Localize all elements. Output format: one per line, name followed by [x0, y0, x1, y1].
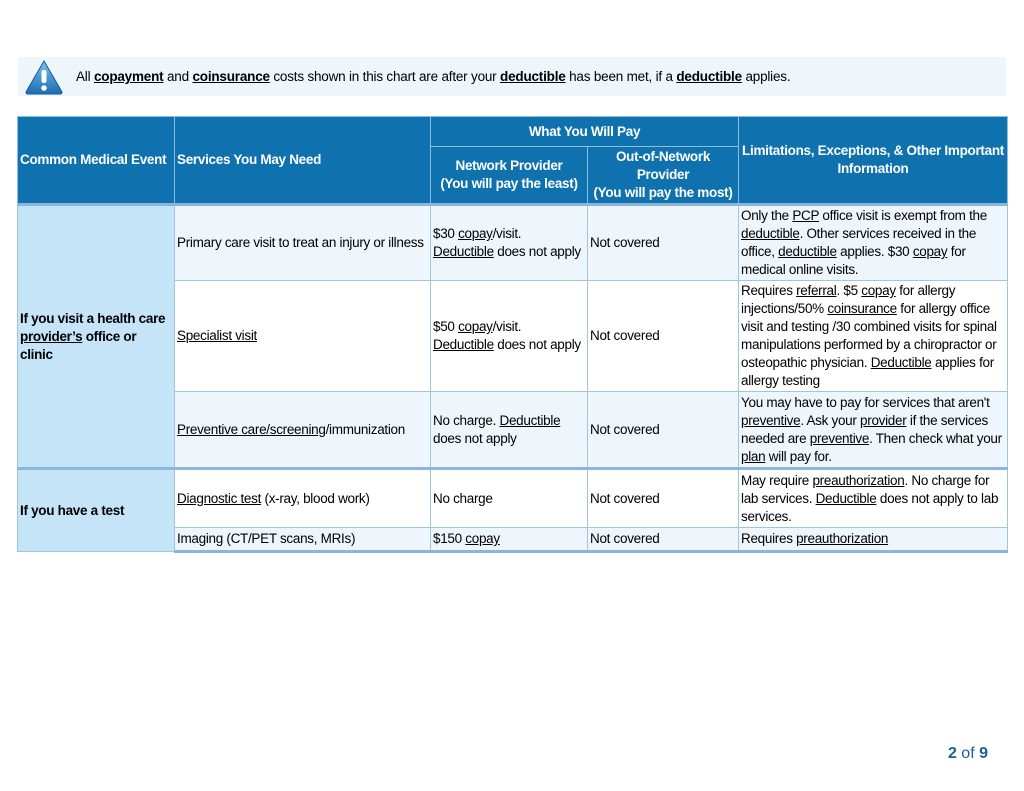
network-cell: $30 copay/visit. Deductible does not apply [431, 205, 588, 281]
service-cell: Diagnostic test (x-ray, blood work) [175, 469, 431, 528]
oon-cell: Not covered [588, 205, 739, 281]
network-cell: No charge. Deductible does not apply [431, 392, 588, 469]
deductible-link[interactable]: Deductible [870, 355, 932, 370]
page-number: 2 of 9 [947, 745, 988, 762]
table-row [18, 205, 1008, 281]
deductible-link[interactable]: Deductible [815, 490, 877, 506]
preauthorization-link[interactable]: preauthorization [812, 472, 905, 488]
warning-triangle-icon [22, 58, 66, 96]
copay-link[interactable]: copay [458, 319, 493, 334]
header-limitations: Limitations, Exceptions, & Other Important Information [739, 117, 1008, 205]
referral-link[interactable]: referral [796, 283, 837, 298]
service-cell: Preventive care/screening/immunization [175, 392, 431, 469]
deductible-link[interactable]: deductible [778, 244, 837, 259]
copay-link[interactable]: copay [458, 226, 493, 241]
provider-link[interactable]: provider’s [20, 328, 83, 344]
header-what-you-pay: What You Will Pay [431, 117, 739, 147]
preventive-care-link[interactable]: Preventive care/screening [177, 421, 326, 437]
copayment-link[interactable]: copayment [93, 69, 164, 84]
preventive-link[interactable]: preventive [741, 412, 801, 428]
notice-banner [18, 57, 1006, 96]
event-cell: If you visit a health care provider’s office or clinic [18, 205, 175, 469]
service-cell [175, 281, 431, 392]
plan-link[interactable]: plan [741, 448, 766, 464]
diagnostic-test-link[interactable]: Diagnostic test [177, 490, 262, 506]
network-cell: $50 copay/visit. Deductible does not apply [431, 281, 588, 392]
network-cell: $150 copay [431, 528, 588, 552]
header-out-of-network: Out-of-Network Provider (You will pay the most) [588, 147, 739, 205]
deductible-link[interactable]: deductible [500, 69, 566, 84]
deductible-link[interactable]: Deductible [499, 412, 561, 428]
oon-cell: Not covered [588, 392, 739, 469]
benefits-table [17, 116, 1008, 553]
limitations-cell: May require preauthorization. No charge for lab services. Deductible does not apply to lab services. [739, 469, 1008, 528]
oon-cell: Not covered [588, 469, 739, 528]
service-cell: Primary care visit to treat an injury or illness [175, 205, 431, 281]
notice-text: All copayment and coinsurance costs shown in this chart are after your deductible has been met, if a deductible applies. [76, 69, 791, 84]
copay-link[interactable]: copay [912, 244, 948, 259]
table-row [18, 469, 1008, 528]
preventive-link[interactable]: preventive [809, 430, 870, 446]
deductible-link[interactable]: Deductible [433, 244, 494, 259]
preauthorization-link[interactable]: preauthorization [796, 531, 889, 546]
limitations-cell: Requires preauthorization [739, 528, 1008, 552]
network-cell: No charge [431, 469, 588, 528]
header-network-provider: Network Provider (You will pay the least) [431, 147, 588, 205]
header-services: Services You May Need [175, 117, 431, 205]
specialist-visit-link[interactable]: Specialist visit [177, 328, 257, 343]
limitations-cell: Only the PCP office visit is exempt from the deductible. Other services received in the office, deductible applies. $30 copay for medical online visits. [739, 205, 1008, 281]
deductible-link[interactable]: deductible [741, 226, 800, 241]
deductible-link[interactable]: deductible [676, 69, 742, 84]
oon-cell: Not covered [588, 528, 739, 552]
limitations-cell: You may have to pay for services that aren't preventive. Ask your provider if the services needed are preventive. Then check what your plan will pay for. [739, 392, 1008, 469]
event-cell: If you have a test [18, 469, 175, 552]
limitations-cell: Requires referral. $5 copay for allergy injections/50% coinsurance for allergy office visit and testing /30 combined visits for spinal manipulations performed by a chiropractor or osteopathic physician. Deductible applies for allergy testing [739, 281, 1008, 392]
header-event: Common Medical Event [18, 117, 175, 205]
copay-link[interactable]: copay [861, 283, 896, 298]
coinsurance-link[interactable]: coinsurance [192, 69, 270, 84]
oon-cell: Not covered [588, 281, 739, 392]
copay-link[interactable]: copay [465, 531, 500, 546]
pcp-link[interactable]: PCP [792, 208, 819, 223]
service-cell: Imaging (CT/PET scans, MRIs) [175, 528, 431, 552]
provider-link[interactable]: provider [860, 412, 907, 428]
coinsurance-link[interactable]: coinsurance [827, 301, 897, 316]
deductible-link[interactable]: Deductible [433, 337, 494, 352]
